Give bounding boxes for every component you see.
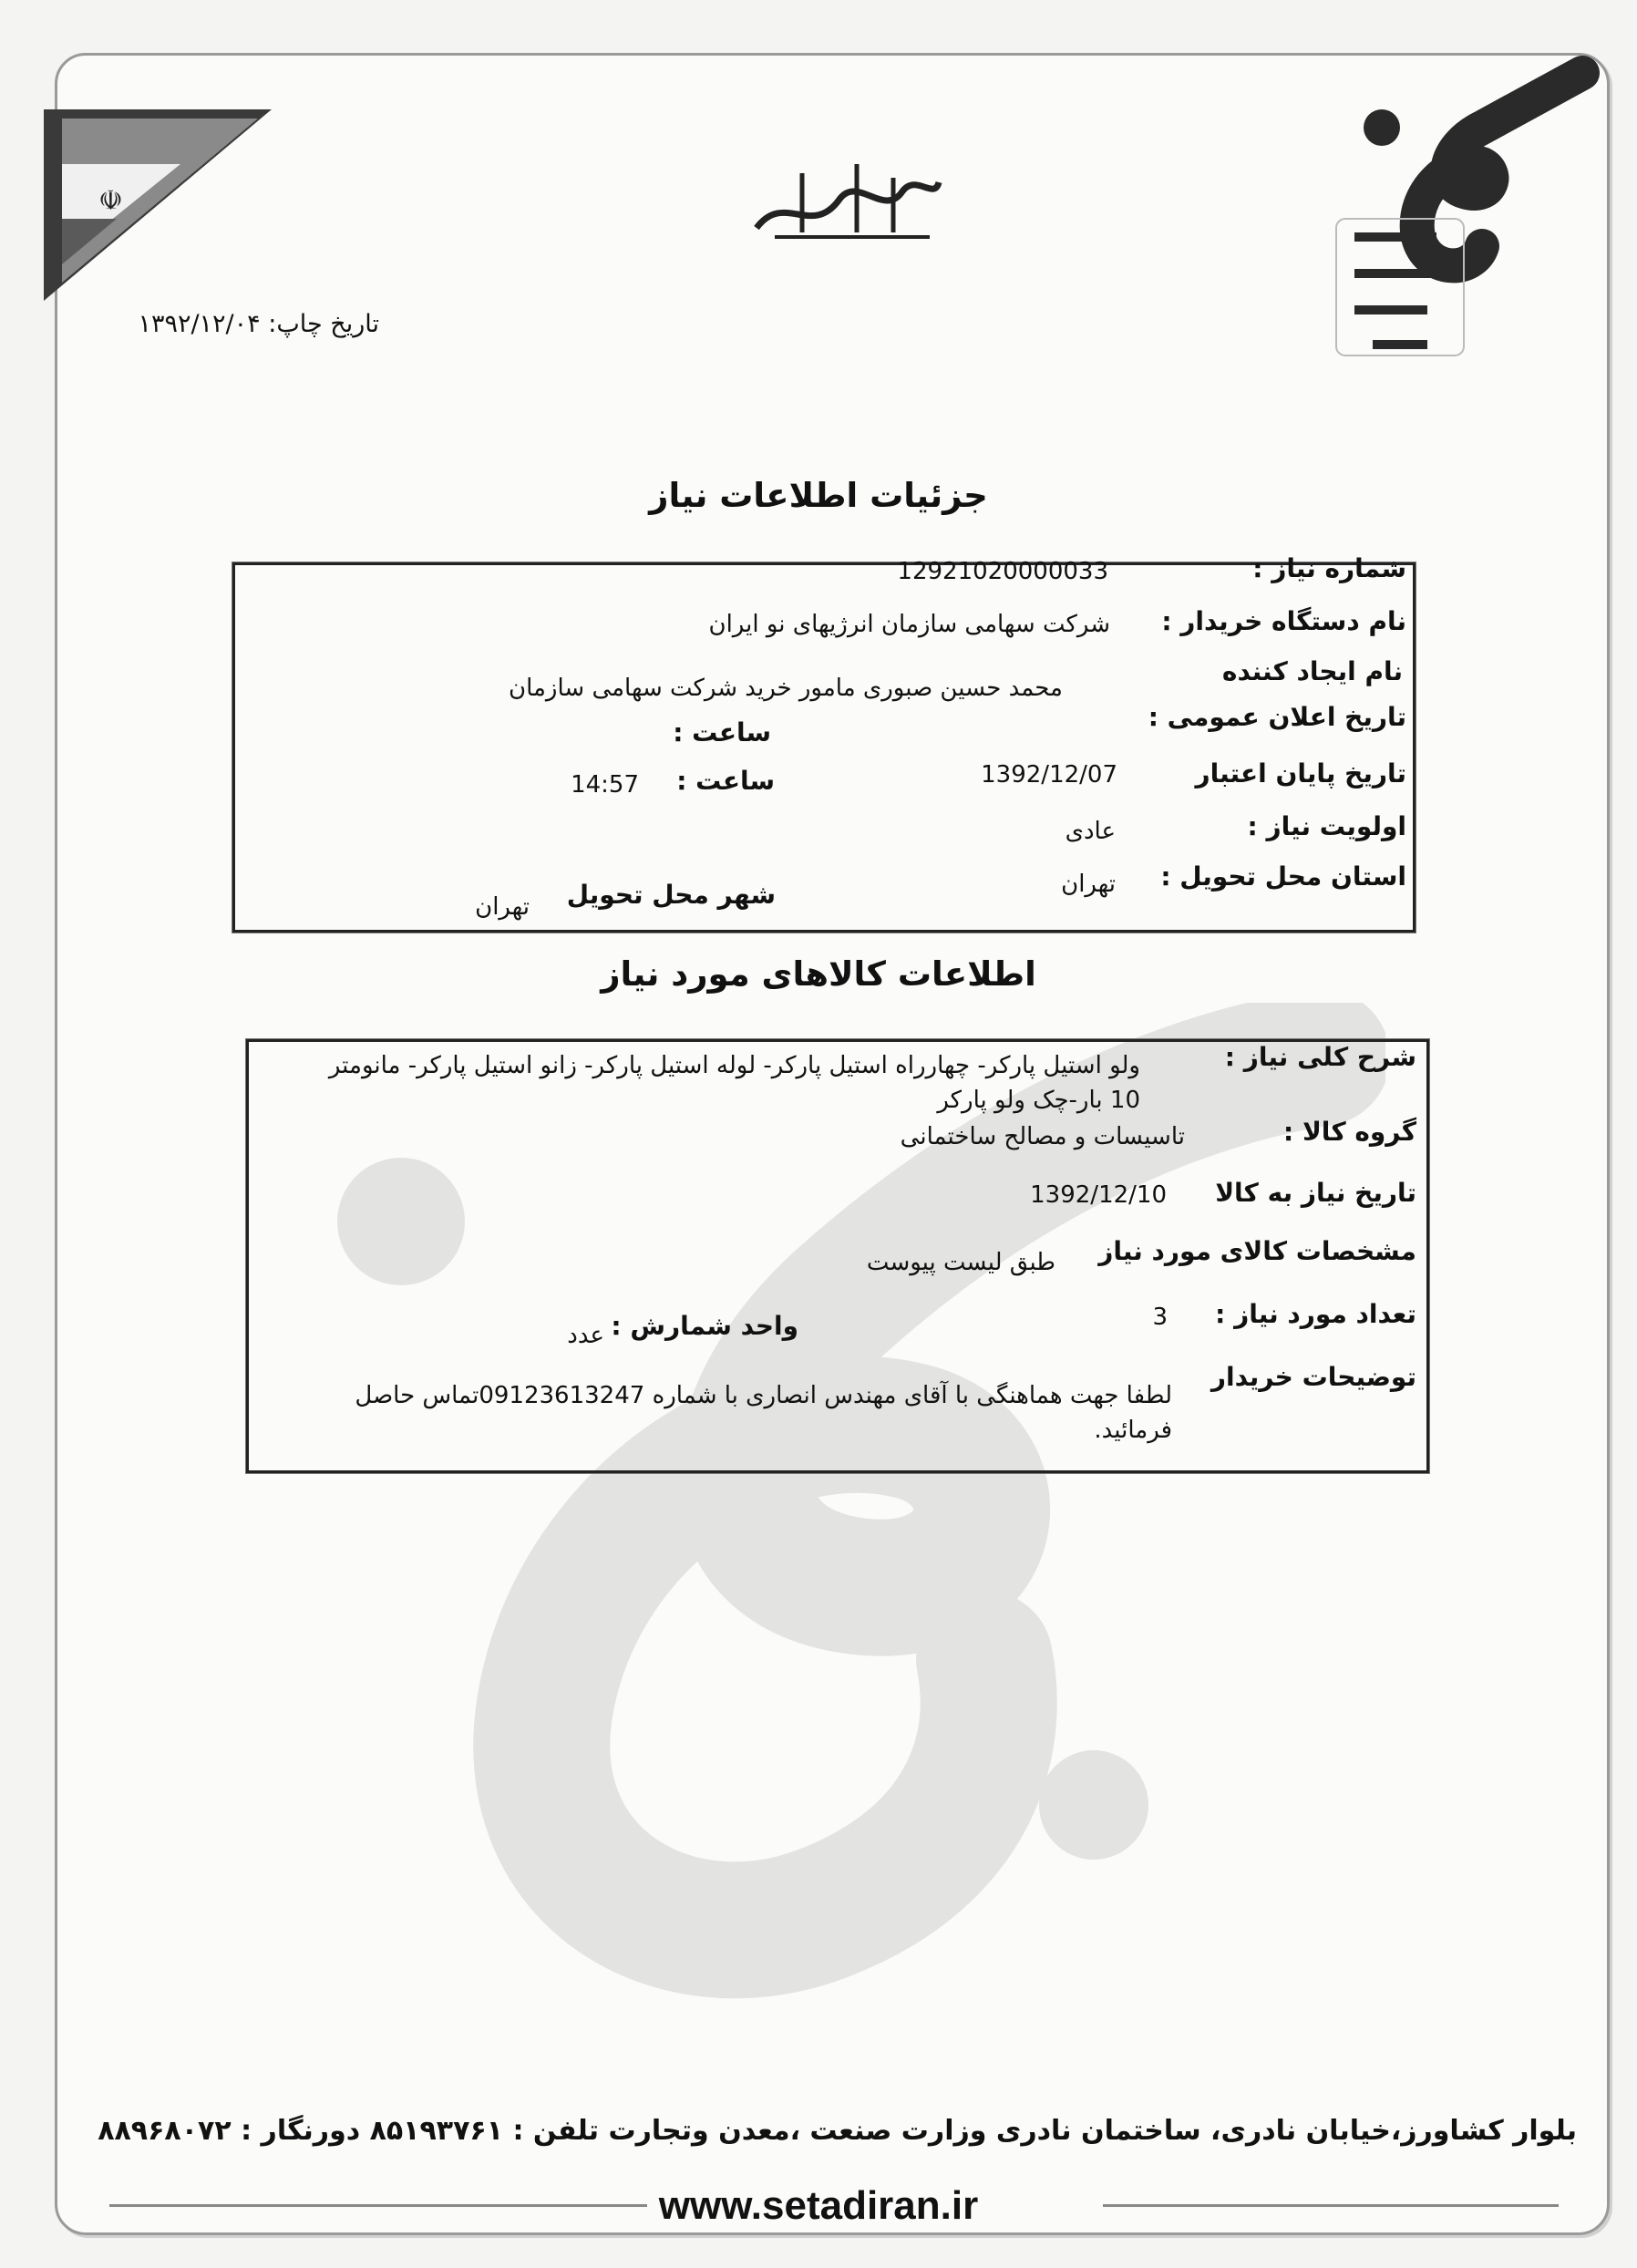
province-label: استان محل تحویل : [1160,861,1406,892]
iran-flag-icon [44,109,272,301]
footer-address: بلوار کشاورز،خیابان نادری، ساختمان نادری وزارت صنعت ،معدن وتجارت تلفن : ۸۵۱۹۳۷۶۱ دورنگار : ۸۸۹۶۸۰۷۲ [98,2115,1577,2147]
need-number-label: شماره نیاز : [1252,553,1406,583]
priority-value: عادی [1065,818,1116,845]
expiry-time-value: 14:57 [571,771,639,799]
notes-label: توضیحات خریدار [1210,1362,1416,1392]
svg-text:☫: ☫ [98,185,123,217]
creator-label: نام ایجاد کننده [1221,656,1403,686]
description-label: شرح کلی نیاز : [1224,1042,1416,1072]
quantity-label: تعداد مورد نیاز : [1215,1299,1416,1329]
need-date-label: تاریخ نیاز به کالا [1215,1178,1416,1208]
expiry-date-value: 1392/12/07 [981,761,1117,789]
need-date-value: 1392/12/10 [1030,1181,1167,1209]
basmala-calligraphy-icon [747,155,948,255]
notes-value: لطفا جهت هماهنگی با آقای مهندس انصاری با شماره 09123613247تماس حاصل فرمائید. [355,1382,1172,1444]
province-value: تهران [1061,871,1116,898]
unit-value: عدد [567,1322,604,1349]
setad-logo-icon [1272,55,1601,383]
description-value: ولو استیل پارکر- چهارراه استیل پارکر- لوله استیل پارکر- زانو استیل پارکر- مانومتر 10 بار-چک ولو پارکر [328,1052,1140,1114]
announce-time-label: ساعت : [673,717,771,747]
footer-website-link[interactable]: www.setadiran.ir [658,2183,979,2228]
specs-label: مشخصات کالای مورد نیاز [1098,1236,1416,1266]
section-title-goods-info: اطلاعات کالاهای مورد نیاز [601,954,1036,994]
group-label: گروه کالا : [1283,1117,1416,1147]
priority-label: اولویت نیاز : [1247,811,1406,841]
group-value: تاسیسات و مصالح ساختمانی [900,1123,1185,1150]
city-label: شهر محل تحویل [566,880,776,910]
creator-value: محمد حسین صبوری مامور خرید شرکت سهامی سازمان [508,675,1063,702]
print-date: تاریخ چاپ: ۱۳۹۲/۱۲/۰۴ [138,310,379,338]
quantity-value: 3 [1152,1304,1168,1331]
announce-date-label: تاریخ اعلان عمومی : [1148,702,1406,732]
section-title-need-details: جزئیات اطلاعات نیاز [649,476,988,515]
specs-value: طبق لیست پیوست [866,1249,1055,1276]
unit-label: واحد شمارش : [611,1311,798,1341]
buyer-value: شرکت سهامی سازمان انرژیهای نو ایران [708,611,1110,638]
need-number-value: 12921020000033 [897,558,1108,585]
buyer-label: نام دستگاه خریدار : [1161,606,1406,636]
expiry-date-label: تاریخ پایان اعتبار [1195,758,1406,789]
city-value: تهران [475,893,530,921]
expiry-time-label: ساعت : [676,766,775,796]
